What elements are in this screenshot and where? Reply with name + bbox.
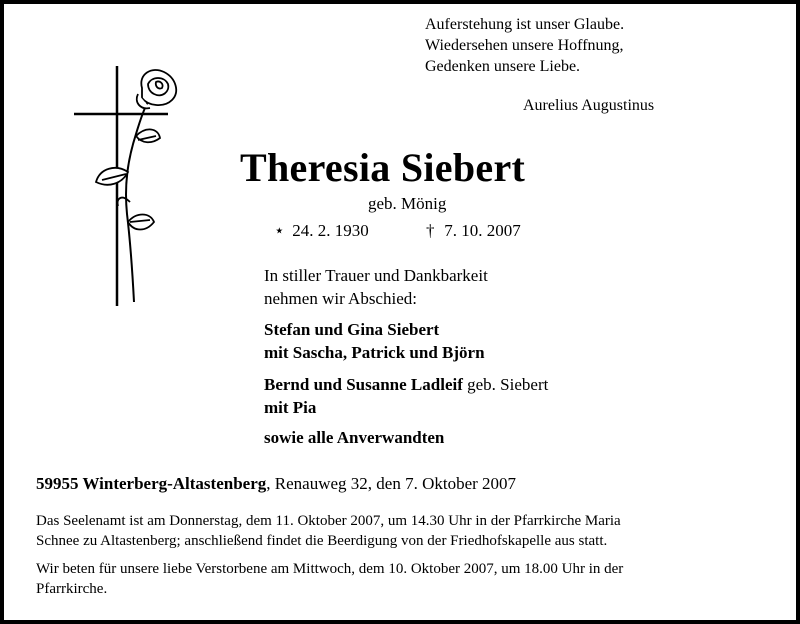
birth-date xyxy=(274,221,369,241)
family-maiden-note: geb. Siebert xyxy=(462,375,549,394)
quote-line: Gedenken unsere Liebe. xyxy=(425,58,581,75)
family-line: mit Sascha, Patrick und Björn xyxy=(264,343,485,362)
intro-line: In stiller Trauer und Dankbarkeit xyxy=(264,266,488,285)
notice-line: Das Seelenamt ist am Donnerstag, dem 11. Oktober 2007, um 14.30 Uhr in der Pfarrkirche Maria xyxy=(36,513,621,529)
address-place: 59955 Winterberg-Altastenberg xyxy=(36,474,267,493)
death-date xyxy=(426,221,521,241)
quote-author: Aurelius Augustinus xyxy=(523,97,655,114)
prayer-notice xyxy=(36,559,776,599)
quote-line: Wiedersehen unsere Hoffnung, xyxy=(425,37,624,54)
relatives-line: sowie alle Anverwandten xyxy=(264,428,445,447)
deceased-name: Theresia Siebert xyxy=(240,145,526,190)
address-detail: , Renauweg 32, den 7. Oktober 2007 xyxy=(266,474,517,493)
family-line: mit Pia xyxy=(264,398,317,417)
intro-line: nehmen wir Abschied: xyxy=(264,289,417,308)
requiem-notice xyxy=(36,511,776,551)
quote xyxy=(425,14,624,77)
family-group xyxy=(264,318,485,364)
death-date-value: 7. 10. 2007 xyxy=(444,221,521,240)
family-name: Bernd und Susanne Ladleif xyxy=(264,375,463,394)
notice-line: Pfarrkirche. xyxy=(36,581,108,597)
maiden-name: geb. Mönig xyxy=(368,194,447,213)
birth-date-value: 24. 2. 1930 xyxy=(292,221,369,240)
dagger-icon: † xyxy=(426,221,435,240)
star-icon: ⋆ xyxy=(274,221,285,240)
family-group xyxy=(264,373,548,419)
family-line: Stefan und Gina Siebert xyxy=(264,320,440,339)
address-line xyxy=(36,474,516,494)
mourning-intro xyxy=(264,264,488,310)
cross-with-rose-icon xyxy=(72,64,187,309)
notice-line: Schnee zu Altastenberg; anschließend findet die Beerdigung von der Friedhofskapelle aus statt. xyxy=(36,533,608,549)
quote-line: Auferstehung ist unser Glaube. xyxy=(425,16,625,33)
family-line xyxy=(264,373,548,396)
notice-line: Wir beten für unsere liebe Verstorbene am Mittwoch, dem 10. Oktober 2007, um 18.00 Uhr in der xyxy=(36,561,624,577)
